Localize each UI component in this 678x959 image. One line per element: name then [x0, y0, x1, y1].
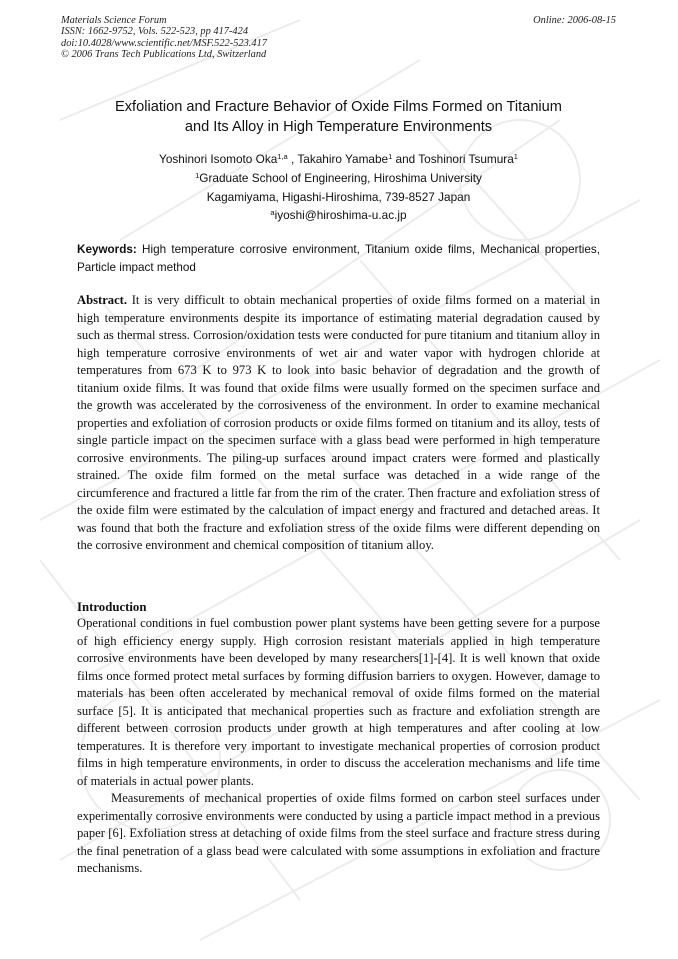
email-sup: a	[270, 208, 275, 218]
author-1-affil: 1,a	[277, 152, 288, 161]
abstract-label: Abstract.	[77, 293, 128, 307]
author-3-affil: 1	[513, 152, 518, 161]
email-line	[61, 206, 616, 225]
keywords-label: Keywords:	[77, 243, 137, 256]
title-line-2: and Its Alloy in High Temperature Environments	[184, 119, 493, 135]
affiliation-line	[61, 169, 616, 188]
author-separator-2: and	[392, 152, 419, 166]
introduction-heading: Introduction	[77, 600, 147, 614]
author-block	[61, 150, 616, 225]
abstract-text: It is very difficult to obtain mechanical properties of oxide films formed on a material in high temperature environments despite its importance of estimating material degradation caused by such as thermal stress. Corrosion/oxidation tests were conducted for pure titanium and titanium alloy in high temperature corrosive environments of wet air and water vapor with hydrogen chloride at temperatures from 673 K to 973 K to look into basic behavior of degradation and the growth of titanium oxide films. It was found that oxide films were usually formed on the specimen surface and the growth was accelerated by the corrosiveness of the environment. In order to examine mechanical properties and exfoliation of corrosion products or oxide films formed on titanium and its alloy, tests of single particle impact on the specimen surface with a glass bead were performed in high temperature corrosive environments. The piling-up surfaces around impact craters were formed and plastically strained. The oxide film formed on the metal surface was detached in a wide range of the circumference and fractured a little far from the rim of the crater. Then fracture and exfoliation stress of the oxide film were estimated by the calculation of impact energy and fractured and detached areas. It was found that both the fracture and exfoliation stress of the oxide films were different depending on the corrosive environment and chemical composition of titanium alloy.	[77, 293, 600, 552]
journal-header	[61, 15, 616, 60]
abstract-block	[77, 292, 600, 555]
issn-line: ISSN: 1662-9752, Vols. 522-523, pp 417-424	[61, 26, 249, 38]
online-date: Online: 2006-08-15	[533, 15, 616, 26]
affiliation-name: Graduate School of Engineering, Hiroshima University	[199, 170, 482, 185]
introduction-paragraph-1: Operational conditions in fuel combustion power plant systems have been getting severe for a purpose of high efficiency energy supply. High corrosion resistant materials applied in high temperature corrosive environments have been developed by many researchers[1]-[4]. It is well known that oxide films once formed protect metal surfaces by forming diffusion barriers to oxygen. However, damage to materials has been often accelerated by mechanical removal of oxide films formed on the material surface [5]. It is anticipated that mechanical properties such as fracture and exfoliation strength are different between corrosion products under growth at high temperatures and after cooling at low temperatures. It is therefore very important to investigate mechanical properties of corrosion product films in high temperature environments, in order to discuss the acceleration mechanisms and life time of materials in actual power plants.	[77, 616, 600, 788]
email-address[interactable]: iyoshi@hiroshima-u.ac.jp	[274, 208, 407, 223]
title-line-1: Exfoliation and Fracture Behavior of Oxide Films Formed on Titanium	[115, 99, 562, 115]
copyright-line: © 2006 Trans Tech Publications Ltd, Switzerland	[61, 48, 267, 60]
author-2: Takahiro Yamabe	[297, 152, 389, 166]
doi-line[interactable]: doi:10.4028/www.scientific.net/MSF.522-523.417	[61, 37, 267, 49]
paper-title	[61, 97, 616, 137]
keywords-block	[77, 241, 600, 277]
author-3: Toshinori Tsumura	[418, 152, 514, 166]
affiliation-sup: 1	[195, 170, 200, 180]
introduction-body	[77, 615, 600, 878]
journal-name: Materials Science Forum	[61, 15, 167, 26]
author-1: Yoshinori Isomoto Oka	[159, 152, 278, 166]
author-2-affil: 1	[388, 152, 393, 161]
author-separator-1: ,	[287, 152, 298, 166]
introduction-paragraph-2: Measurements of mechanical properties of oxide films formed on carbon steel surfaces under experimentally corrosive environments were conducted by using a particle impact method in a previous paper [6]. Exfoliation stress at detaching of oxide films from the steel surface and fracture stress during the final penetration of a glass bead were calculated with some assumptions in exfoliation and fracture mechanisms.	[77, 791, 600, 875]
author-line	[61, 150, 616, 169]
keywords-text: High temperature corrosive environment, Titanium oxide films, Mechanical properties, Particle impact method	[77, 243, 600, 274]
affiliation-address: Kagamiyama, Higashi-Hiroshima, 739-8527 Japan	[206, 189, 471, 204]
